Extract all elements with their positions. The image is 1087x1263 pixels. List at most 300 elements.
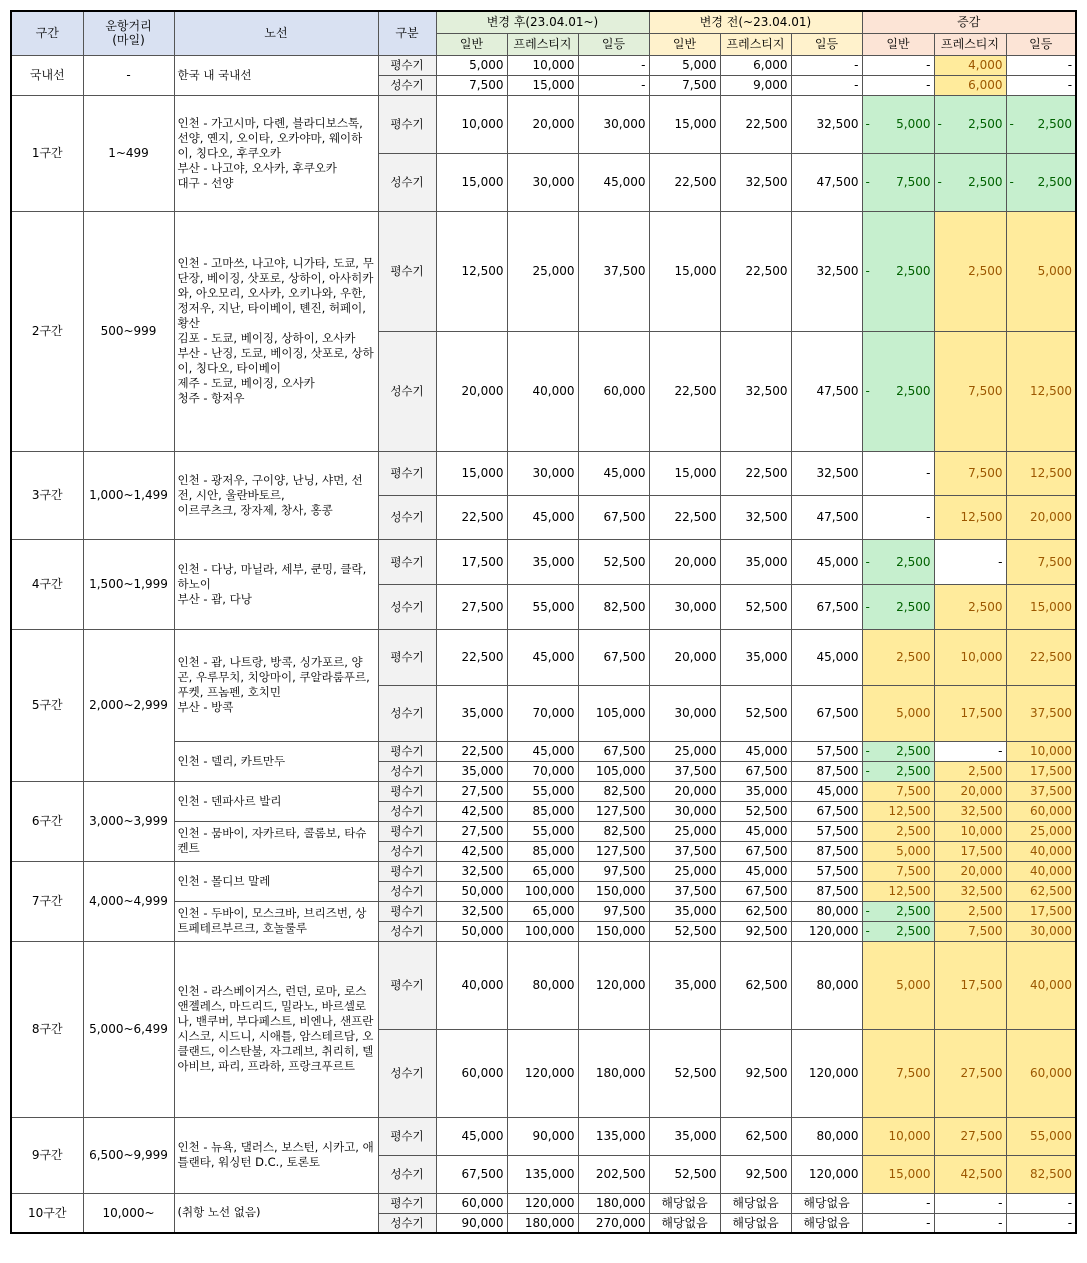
after-first-cell: - bbox=[578, 55, 649, 75]
diff-value: 32,500 bbox=[960, 804, 1003, 818]
diff-value: 12,500 bbox=[888, 884, 931, 898]
category-cell: 평수기 bbox=[378, 629, 436, 685]
diff-economy-cell bbox=[862, 685, 934, 741]
zone-cell: 8구간 bbox=[11, 941, 83, 1117]
diff-value: 22,500 bbox=[1030, 650, 1073, 664]
before-economy-cell: 52,500 bbox=[649, 1155, 720, 1193]
diff-value: 62,500 bbox=[1030, 884, 1073, 898]
before-prestige-cell: 62,500 bbox=[720, 1117, 791, 1155]
after-first-cell: 67,500 bbox=[578, 495, 649, 539]
diff-value: 42,500 bbox=[960, 1167, 1003, 1181]
header-before-economy: 일반 bbox=[649, 33, 720, 55]
table-row bbox=[11, 211, 1076, 331]
diff-value: 4,000 bbox=[968, 58, 1003, 72]
before-prestige-cell: 9,000 bbox=[720, 75, 791, 95]
diff-economy-cell bbox=[862, 781, 934, 801]
diff-value: 2,500 bbox=[896, 744, 931, 758]
diff-first-cell bbox=[1006, 211, 1076, 331]
after-economy-cell: 42,500 bbox=[436, 841, 507, 861]
diff-value: 17,500 bbox=[960, 706, 1003, 720]
diff-prestige-cell bbox=[934, 941, 1006, 1029]
minus-sign: - bbox=[937, 117, 942, 131]
diff-value: 27,500 bbox=[960, 1129, 1003, 1143]
header-route: 노선 bbox=[174, 11, 378, 55]
diff-first-cell bbox=[1006, 1193, 1076, 1213]
before-first-cell: - bbox=[791, 55, 862, 75]
diff-prestige-cell bbox=[934, 75, 1006, 95]
route-cell: 인천 - 몰디브 말레 bbox=[174, 861, 378, 901]
zone-cell: 7구간 bbox=[11, 861, 83, 941]
diff-first-cell bbox=[1006, 584, 1076, 629]
route-cell: 인천 - 뭄바이, 자카르타, 콜롬보, 타슈켄트 bbox=[174, 821, 378, 861]
after-first-cell: 82,500 bbox=[578, 821, 649, 841]
header-diff-economy: 일반 bbox=[862, 33, 934, 55]
diff-value: 12,500 bbox=[960, 510, 1003, 524]
after-first-cell: 180,000 bbox=[578, 1193, 649, 1213]
table-row bbox=[11, 539, 1076, 584]
diff-prestige-cell bbox=[934, 861, 1006, 881]
diff-prestige-cell bbox=[934, 1117, 1006, 1155]
before-economy-cell: 22,500 bbox=[649, 331, 720, 451]
diff-prestige-cell bbox=[934, 153, 1006, 211]
diff-prestige-cell bbox=[934, 781, 1006, 801]
minus-sign: - bbox=[865, 744, 870, 758]
after-first-cell: 120,000 bbox=[578, 941, 649, 1029]
minus-sign: - bbox=[937, 175, 942, 189]
before-economy-cell: 15,000 bbox=[649, 95, 720, 153]
after-first-cell: 97,500 bbox=[578, 861, 649, 881]
distance-cell: 1,000~1,499 bbox=[83, 451, 174, 539]
diff-economy-cell bbox=[862, 451, 934, 495]
diff-value: 20,000 bbox=[1030, 510, 1073, 524]
after-economy-cell: 35,000 bbox=[436, 685, 507, 741]
diff-value: 55,000 bbox=[1030, 1129, 1073, 1143]
category-cell: 평수기 bbox=[378, 861, 436, 881]
diff-value: 7,500 bbox=[896, 175, 931, 189]
after-prestige-cell: 40,000 bbox=[507, 331, 578, 451]
minus-sign: - bbox=[865, 264, 870, 278]
before-first-cell: 67,500 bbox=[791, 801, 862, 821]
before-prestige-cell: 6,000 bbox=[720, 55, 791, 75]
diff-prestige-cell bbox=[934, 761, 1006, 781]
category-cell: 평수기 bbox=[378, 941, 436, 1029]
after-prestige-cell: 70,000 bbox=[507, 685, 578, 741]
route-cell: 인천 - 두바이, 모스크바, 브리즈번, 상트페테르부르크, 호놀룰루 bbox=[174, 901, 378, 941]
diff-economy-cell bbox=[862, 941, 934, 1029]
route-cell: 인천 - 고마쓰, 나고야, 니가타, 도쿄, 무단장, 베이징, 삿포로, 상하이, 아사히카와, 아오모리, 오사카, 오키나와, 우한, 정저우, 지난, 타이베이, 톈진, 허페이, 황산 김포 - 도쿄, 베이징, 상하이, 오사카 부산 - 난징, 도쿄, 베이징, 삿포로, 상하이, 칭다오, 타이베이 제주 - 도쿄, 베이징, 오사카 청주 - 항저우 bbox=[174, 211, 378, 451]
table-row bbox=[11, 451, 1076, 495]
before-prestige-cell: 22,500 bbox=[720, 95, 791, 153]
before-economy-cell: 15,000 bbox=[649, 451, 720, 495]
before-prestige-cell: 22,500 bbox=[720, 451, 791, 495]
diff-first-cell bbox=[1006, 331, 1076, 451]
diff-economy-cell bbox=[862, 55, 934, 75]
distance-cell: 6,500~9,999 bbox=[83, 1117, 174, 1193]
zone-cell: 국내선 bbox=[11, 55, 83, 95]
after-economy-cell: 40,000 bbox=[436, 941, 507, 1029]
distance-cell: - bbox=[83, 55, 174, 95]
diff-first-cell bbox=[1006, 495, 1076, 539]
after-first-cell: 45,000 bbox=[578, 451, 649, 495]
diff-economy-cell bbox=[862, 75, 934, 95]
after-prestige-cell: 15,000 bbox=[507, 75, 578, 95]
category-cell: 성수기 bbox=[378, 75, 436, 95]
diff-value: - bbox=[998, 554, 1003, 569]
diff-value: 10,000 bbox=[888, 1129, 931, 1143]
after-economy-cell: 60,000 bbox=[436, 1193, 507, 1213]
diff-value: 2,500 bbox=[968, 175, 1003, 189]
after-economy-cell: 17,500 bbox=[436, 539, 507, 584]
diff-economy-cell bbox=[862, 821, 934, 841]
diff-value: 5,000 bbox=[1037, 264, 1073, 278]
diff-economy-cell bbox=[862, 741, 934, 761]
zone-cell: 10구간 bbox=[11, 1193, 83, 1233]
diff-value: 60,000 bbox=[1030, 1066, 1073, 1080]
after-first-cell: 180,000 bbox=[578, 1029, 649, 1117]
minus-sign: - bbox=[865, 599, 870, 614]
after-economy-cell: 35,000 bbox=[436, 761, 507, 781]
distance-cell: 4,000~4,999 bbox=[83, 861, 174, 941]
diff-first-cell bbox=[1006, 55, 1076, 75]
before-prestige-cell: 32,500 bbox=[720, 495, 791, 539]
diff-value: 2,500 bbox=[968, 599, 1003, 614]
diff-value: 2,500 bbox=[896, 599, 931, 614]
before-prestige-cell: 해당없음 bbox=[720, 1213, 791, 1233]
before-prestige-cell: 92,500 bbox=[720, 1155, 791, 1193]
diff-prestige-cell bbox=[934, 629, 1006, 685]
diff-value: - bbox=[998, 1196, 1003, 1210]
before-first-cell: 32,500 bbox=[791, 211, 862, 331]
after-economy-cell: 32,500 bbox=[436, 901, 507, 921]
diff-value: 2,500 bbox=[896, 924, 931, 938]
diff-first-cell bbox=[1006, 1117, 1076, 1155]
category-cell: 평수기 bbox=[378, 1193, 436, 1213]
diff-economy-cell bbox=[862, 153, 934, 211]
after-economy-cell: 27,500 bbox=[436, 821, 507, 841]
table-row bbox=[11, 941, 1076, 1029]
before-prestige-cell: 62,500 bbox=[720, 941, 791, 1029]
after-first-cell: 202,500 bbox=[578, 1155, 649, 1193]
after-prestige-cell: 45,000 bbox=[507, 741, 578, 761]
after-prestige-cell: 55,000 bbox=[507, 584, 578, 629]
diff-economy-cell bbox=[862, 539, 934, 584]
header-before-group: 변경 전(~23.04.01) bbox=[649, 11, 862, 33]
distance-cell: 10,000~ bbox=[83, 1193, 174, 1233]
diff-value: 82,500 bbox=[1030, 1167, 1073, 1181]
before-prestige-cell: 92,500 bbox=[720, 1029, 791, 1117]
before-first-cell: 47,500 bbox=[791, 153, 862, 211]
diff-value: 2,500 bbox=[968, 904, 1003, 918]
distance-cell: 500~999 bbox=[83, 211, 174, 451]
diff-first-cell bbox=[1006, 629, 1076, 685]
before-prestige-cell: 35,000 bbox=[720, 781, 791, 801]
after-first-cell: 270,000 bbox=[578, 1213, 649, 1233]
before-economy-cell: 30,000 bbox=[649, 685, 720, 741]
before-first-cell: 120,000 bbox=[791, 1155, 862, 1193]
before-economy-cell: 25,000 bbox=[649, 821, 720, 841]
diff-value: 15,000 bbox=[888, 1167, 931, 1181]
diff-value: 2,500 bbox=[896, 554, 931, 569]
after-economy-cell: 5,000 bbox=[436, 55, 507, 75]
diff-prestige-cell bbox=[934, 1193, 1006, 1213]
after-first-cell: 52,500 bbox=[578, 539, 649, 584]
table-row bbox=[11, 629, 1076, 685]
category-cell: 평수기 bbox=[378, 781, 436, 801]
distance-cell: 1,500~1,999 bbox=[83, 539, 174, 629]
diff-value: - bbox=[926, 510, 931, 524]
diff-value: - bbox=[998, 744, 1003, 758]
diff-first-cell bbox=[1006, 539, 1076, 584]
before-first-cell: 해당없음 bbox=[791, 1193, 862, 1213]
table-row bbox=[11, 1193, 1076, 1213]
diff-prestige-cell bbox=[934, 211, 1006, 331]
after-economy-cell: 22,500 bbox=[436, 629, 507, 685]
after-prestige-cell: 85,000 bbox=[507, 801, 578, 821]
diff-value: 10,000 bbox=[960, 824, 1003, 838]
diff-value: 12,500 bbox=[888, 804, 931, 818]
minus-sign: - bbox=[865, 175, 870, 189]
diff-value: 40,000 bbox=[1030, 844, 1073, 858]
route-cell: 인천 - 라스베이거스, 런던, 로마, 로스앤젤레스, 마드리드, 밀라노, 바르셀로나, 밴쿠버, 부다페스트, 비엔나, 샌프란시스코, 시드니, 시애틀, 암스테르담, 오클랜드, 이스탄불, 자그레브, 취리히, 텔아비브, 파리, 프라하, 프랑크푸르트 bbox=[174, 941, 378, 1117]
mileage-table-container bbox=[10, 10, 1077, 1234]
category-cell: 성수기 bbox=[378, 841, 436, 861]
before-first-cell: 47,500 bbox=[791, 495, 862, 539]
diff-economy-cell bbox=[862, 331, 934, 451]
diff-value: 7,500 bbox=[896, 784, 931, 798]
before-prestige-cell: 92,500 bbox=[720, 921, 791, 941]
diff-value: 7,500 bbox=[968, 466, 1003, 480]
before-prestige-cell: 32,500 bbox=[720, 331, 791, 451]
before-prestige-cell: 45,000 bbox=[720, 821, 791, 841]
before-economy-cell: 15,000 bbox=[649, 211, 720, 331]
zone-cell: 6구간 bbox=[11, 781, 83, 861]
header-after-group: 변경 후(23.04.01~) bbox=[436, 11, 649, 33]
before-economy-cell: 25,000 bbox=[649, 741, 720, 761]
diff-value: 5,000 bbox=[896, 706, 931, 720]
diff-prestige-cell bbox=[934, 584, 1006, 629]
before-economy-cell: 30,000 bbox=[649, 584, 720, 629]
after-prestige-cell: 30,000 bbox=[507, 451, 578, 495]
diff-value: - bbox=[1067, 58, 1073, 72]
after-economy-cell: 15,000 bbox=[436, 153, 507, 211]
after-prestige-cell: 35,000 bbox=[507, 539, 578, 584]
diff-prestige-cell bbox=[934, 331, 1006, 451]
after-economy-cell: 20,000 bbox=[436, 331, 507, 451]
diff-first-cell bbox=[1006, 761, 1076, 781]
diff-first-cell bbox=[1006, 1155, 1076, 1193]
distance-cell: 3,000~3,999 bbox=[83, 781, 174, 861]
zone-cell: 1구간 bbox=[11, 95, 83, 211]
diff-economy-cell bbox=[862, 881, 934, 901]
category-cell: 성수기 bbox=[378, 153, 436, 211]
table-row bbox=[11, 781, 1076, 801]
table-row bbox=[11, 55, 1076, 75]
diff-economy-cell bbox=[862, 761, 934, 781]
after-economy-cell: 15,000 bbox=[436, 451, 507, 495]
before-first-cell: 57,500 bbox=[791, 821, 862, 841]
route-cell: 인천 - 덴파사르 발리 bbox=[174, 781, 378, 821]
diff-first-cell bbox=[1006, 451, 1076, 495]
diff-economy-cell bbox=[862, 921, 934, 941]
minus-sign: - bbox=[865, 924, 870, 938]
header-diff-group: 증감 bbox=[862, 11, 1076, 33]
zone-cell: 9구간 bbox=[11, 1117, 83, 1193]
table-row bbox=[11, 95, 1076, 153]
after-first-cell: 67,500 bbox=[578, 741, 649, 761]
diff-value: 2,500 bbox=[896, 904, 931, 918]
after-first-cell: 150,000 bbox=[578, 881, 649, 901]
diff-value: 2,500 bbox=[896, 764, 931, 778]
before-economy-cell: 20,000 bbox=[649, 629, 720, 685]
diff-prestige-cell bbox=[934, 1029, 1006, 1117]
before-first-cell: 47,500 bbox=[791, 331, 862, 451]
after-prestige-cell: 120,000 bbox=[507, 1029, 578, 1117]
after-first-cell: 135,000 bbox=[578, 1117, 649, 1155]
diff-prestige-cell bbox=[934, 1155, 1006, 1193]
before-economy-cell: 37,500 bbox=[649, 761, 720, 781]
zone-cell: 3구간 bbox=[11, 451, 83, 539]
before-first-cell: 80,000 bbox=[791, 901, 862, 921]
mileage-table bbox=[10, 10, 1077, 1234]
diff-value: 10,000 bbox=[960, 650, 1003, 664]
diff-prestige-cell bbox=[934, 741, 1006, 761]
before-first-cell: 해당없음 bbox=[791, 1213, 862, 1233]
after-economy-cell: 60,000 bbox=[436, 1029, 507, 1117]
before-first-cell: 87,500 bbox=[791, 881, 862, 901]
minus-sign: - bbox=[865, 117, 870, 131]
after-economy-cell: 32,500 bbox=[436, 861, 507, 881]
after-first-cell: 127,500 bbox=[578, 801, 649, 821]
category-cell: 성수기 bbox=[378, 685, 436, 741]
diff-prestige-cell bbox=[934, 901, 1006, 921]
table-row bbox=[11, 861, 1076, 881]
header-diff-prestige: 프레스티지 bbox=[934, 33, 1006, 55]
category-cell: 평수기 bbox=[378, 55, 436, 75]
diff-value: 32,500 bbox=[960, 884, 1003, 898]
after-prestige-cell: 20,000 bbox=[507, 95, 578, 153]
diff-value: 10,000 bbox=[1030, 744, 1073, 758]
diff-prestige-cell bbox=[934, 841, 1006, 861]
header-distance: 운항거리 (마일) bbox=[83, 11, 174, 55]
minus-sign: - bbox=[865, 904, 870, 918]
diff-value: 7,500 bbox=[896, 1066, 931, 1080]
category-cell: 평수기 bbox=[378, 821, 436, 841]
before-first-cell: - bbox=[791, 75, 862, 95]
before-prestige-cell: 45,000 bbox=[720, 741, 791, 761]
route-cell: 인천 - 델리, 카트만두 bbox=[174, 741, 378, 781]
category-cell: 성수기 bbox=[378, 495, 436, 539]
diff-prestige-cell bbox=[934, 539, 1006, 584]
diff-value: 15,000 bbox=[1030, 599, 1073, 614]
diff-first-cell bbox=[1006, 801, 1076, 821]
category-cell: 성수기 bbox=[378, 881, 436, 901]
before-economy-cell: 52,500 bbox=[649, 1029, 720, 1117]
zone-cell: 4구간 bbox=[11, 539, 83, 629]
diff-value: 7,500 bbox=[1037, 554, 1073, 569]
before-prestige-cell: 45,000 bbox=[720, 861, 791, 881]
before-first-cell: 45,000 bbox=[791, 629, 862, 685]
diff-value: - bbox=[1067, 78, 1073, 92]
category-cell: 성수기 bbox=[378, 1029, 436, 1117]
diff-prestige-cell bbox=[934, 495, 1006, 539]
before-economy-cell: 37,500 bbox=[649, 841, 720, 861]
diff-economy-cell bbox=[862, 211, 934, 331]
after-prestige-cell: 120,000 bbox=[507, 1193, 578, 1213]
diff-value: 2,500 bbox=[968, 264, 1003, 278]
diff-value: 17,500 bbox=[1030, 904, 1073, 918]
after-first-cell: 105,000 bbox=[578, 761, 649, 781]
zone-cell: 2구간 bbox=[11, 211, 83, 451]
diff-first-cell bbox=[1006, 821, 1076, 841]
category-cell: 성수기 bbox=[378, 921, 436, 941]
diff-value: 25,000 bbox=[1030, 824, 1073, 838]
after-prestige-cell: 85,000 bbox=[507, 841, 578, 861]
category-cell: 평수기 bbox=[378, 211, 436, 331]
diff-first-cell bbox=[1006, 685, 1076, 741]
diff-economy-cell bbox=[862, 584, 934, 629]
route-cell: 인천 - 괌, 나트랑, 방콕, 싱가포르, 양곤, 우루무치, 치앙마이, 쿠알라룸푸르, 푸켓, 프놈펜, 호치민 부산 - 방콕 bbox=[174, 629, 378, 741]
table-body bbox=[11, 55, 1076, 1233]
category-cell: 평수기 bbox=[378, 539, 436, 584]
route-cell: 인천 - 뉴욕, 댈러스, 보스턴, 시카고, 애틀랜타, 워싱턴 D.C., 토론토 bbox=[174, 1117, 378, 1193]
category-cell: 성수기 bbox=[378, 801, 436, 821]
diff-economy-cell bbox=[862, 1193, 934, 1213]
before-prestige-cell: 67,500 bbox=[720, 841, 791, 861]
diff-first-cell bbox=[1006, 95, 1076, 153]
after-economy-cell: 90,000 bbox=[436, 1213, 507, 1233]
before-first-cell: 57,500 bbox=[791, 861, 862, 881]
minus-sign: - bbox=[865, 764, 870, 778]
route-cell: 인천 - 광저우, 구이양, 난닝, 샤먼, 선전, 시안, 울란바토르, 이르쿠츠크, 장자제, 창사, 홍콩 bbox=[174, 451, 378, 539]
diff-value: 17,500 bbox=[960, 844, 1003, 858]
after-first-cell: 127,500 bbox=[578, 841, 649, 861]
before-economy-cell: 30,000 bbox=[649, 801, 720, 821]
after-economy-cell: 27,500 bbox=[436, 781, 507, 801]
before-first-cell: 32,500 bbox=[791, 95, 862, 153]
diff-economy-cell bbox=[862, 1029, 934, 1117]
before-prestige-cell: 52,500 bbox=[720, 584, 791, 629]
diff-economy-cell bbox=[862, 629, 934, 685]
after-prestige-cell: 90,000 bbox=[507, 1117, 578, 1155]
before-prestige-cell: 52,500 bbox=[720, 685, 791, 741]
diff-value: 60,000 bbox=[1030, 804, 1073, 818]
before-economy-cell: 해당없음 bbox=[649, 1213, 720, 1233]
before-economy-cell: 37,500 bbox=[649, 881, 720, 901]
diff-value: 7,500 bbox=[896, 864, 931, 878]
header-before-first: 일등 bbox=[791, 33, 862, 55]
diff-prestige-cell bbox=[934, 685, 1006, 741]
category-cell: 평수기 bbox=[378, 451, 436, 495]
after-prestige-cell: 55,000 bbox=[507, 821, 578, 841]
diff-value: 2,500 bbox=[896, 384, 931, 398]
diff-value: 5,000 bbox=[896, 844, 931, 858]
diff-value: 20,000 bbox=[960, 864, 1003, 878]
after-prestige-cell: 135,000 bbox=[507, 1155, 578, 1193]
diff-economy-cell bbox=[862, 1213, 934, 1233]
header-zone: 구간 bbox=[11, 11, 83, 55]
diff-economy-cell bbox=[862, 1155, 934, 1193]
diff-first-cell bbox=[1006, 901, 1076, 921]
diff-economy-cell bbox=[862, 495, 934, 539]
diff-value: - bbox=[998, 1215, 1003, 1230]
after-economy-cell: 50,000 bbox=[436, 881, 507, 901]
table-header bbox=[11, 11, 1076, 55]
minus-sign: - bbox=[865, 384, 870, 398]
category-cell: 평수기 bbox=[378, 741, 436, 761]
before-economy-cell: 해당없음 bbox=[649, 1193, 720, 1213]
before-prestige-cell: 32,500 bbox=[720, 153, 791, 211]
before-first-cell: 32,500 bbox=[791, 451, 862, 495]
